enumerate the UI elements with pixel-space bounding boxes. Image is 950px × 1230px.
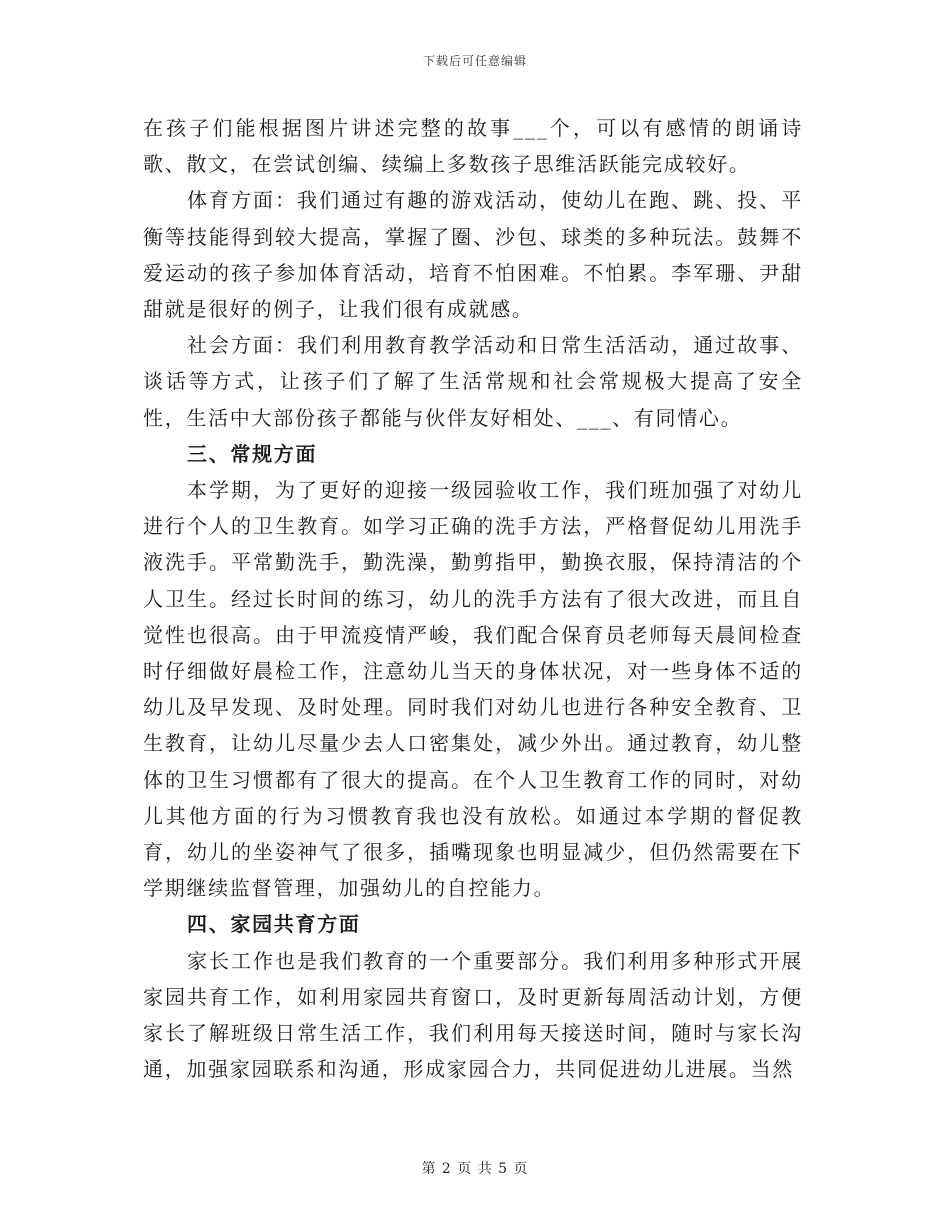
paragraph-sports: 体育方面：我们通过有趣的游戏活动，使幼儿在跑、跳、投、平衡等技能得到较大提高，掌握了圈、沙包、球类的多种玩法。鼓舞不爱运动的孩子参加体育活动，培育不怕困难。不怕累。李军珊、尹甜甜就是很好的例子，让我们很有成就感。 xyxy=(143,188,803,322)
page-header: 下载后可任意编辑 xyxy=(422,54,527,68)
paragraph-routine: 本学期，为了更好的迎接一级园验收工作，我们班加强了对幼儿进行个人的卫生教育。如学习正确的洗手方法，严格督促幼儿用洗手液洗手。平常勤洗手，勤洗澡，勤剪指甲，勤换衣服，保持清洁的个人卫生。经过长时间的练习，幼儿的洗手方法有了很大改进，而且自觉性也很高。由于甲流疫情严峻，我们配合保育员老师每天晨间检查时仔细做好晨检工作，注意幼儿当天的身体状况，对一些身体不适的幼儿及早发现、及时处理。同时我们对幼儿也进行各种安全教育、卫生教育，让幼儿尽量少去人口密集处，减少外出。通过教育，幼儿整体的卫生习惯都有了很大的提高。在个人卫生教育工作的同时，对幼儿其他方面的行为习惯教育我也没有放松。如通过本学期的督促教育，幼儿的坐姿神气了很多，插嘴现象也明显减少，但仍然需要在下学期继续监督管理，加强幼儿的自控能力。 xyxy=(143,478,803,901)
paragraph-social: 社会方面：我们利用教育教学活动和日常生活活动，通过故事、谈话等方式，让孩子们了解了生活常规和社会常规极大提高了安全性，生活中大部份孩子都能与伙伴友好相处、___、有同情心。 xyxy=(143,333,803,430)
paragraph-home-school: 家长工作也是我们教育的一个重要部分。我们利用多种形式开展家园共育工作，如利用家园共育窗口，及时更新每周活动计划，方便家长了解班级日常生活工作，我们利用每天接送时间，随时与家长沟通，加强家园联系和沟通，形成家园合力，共同促进幼儿进展。当然 xyxy=(143,948,803,1082)
document-body xyxy=(143,110,803,1087)
page-number: 第 2 页 共 5 页 xyxy=(421,1161,529,1177)
section-heading-home-school: 四、家园共育方面 xyxy=(187,912,361,937)
section-heading-routine: 三、常规方面 xyxy=(187,441,318,466)
paragraph-continued: 在孩子们能根据图片讲述完整的故事___个，可以有感情的朗诵诗歌、散文，在尝试创编、续编上多数孩子思维活跃能完成较好。 xyxy=(143,116,803,177)
